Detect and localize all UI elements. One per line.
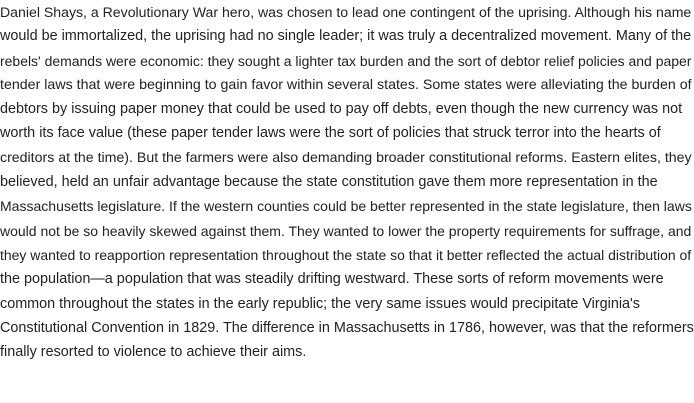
paragraph-line-6: worth its face value (these paper tender laws were the sort of policies that struck terror into the hearts of xyxy=(0,125,661,142)
paragraph-line-11: they wanted to reapportion representation throughout the state so that it better reflected the actual distribution of xyxy=(0,246,692,263)
paragraph-line-13: common throughout the states in the early republic; the very same issues would precipitate Virginia's xyxy=(0,295,640,312)
paragraph-line-7: creditors at the time). But the farmers were also demanding broader constitutional reforms. Eastern elites, they xyxy=(0,149,692,166)
paragraph-line-15: finally resorted to violence to achieve their aims. xyxy=(0,344,307,361)
paragraph-line-1: Daniel Shays, a Revolutionary War hero, was chosen to lead one contingent of the uprising. Although his name xyxy=(0,4,692,20)
paragraph-line-8: believed, held an unfair advantage because the state constitution gave them more representation in the xyxy=(0,174,658,191)
paragraph-line-12: the population—a population that was steadily drifting westward. These sorts of reform movements were xyxy=(0,271,664,288)
paragraph-line-10: would not be so heavily skewed against them. They wanted to lower the property requirements for suffrage, and xyxy=(0,222,692,239)
paragraph-line-2: would be immortalized, the uprising had no single leader; it was truly a decentralized movement. Many of the xyxy=(0,28,692,45)
paragraph-line-5: debtors by issuing paper money that could be used to pay off debts, even though the new currency was not xyxy=(0,101,683,118)
paragraph-line-9: Massachusetts legislature. If the western counties could be better represented in the state legislature, then laws xyxy=(0,198,692,215)
paragraph-line-3: rebels' demands were economic: they sought a lighter tax burden and the sort of debtor relief policies and paper xyxy=(0,52,692,69)
paragraph-line-4: tender laws that were beginning to gain favor within several states. Some states were alleviating the burden of xyxy=(0,76,692,93)
paragraph-line-14: Constitutional Convention in 1829. The difference in Massachusetts in 1786, however, was that the reformers xyxy=(0,319,694,336)
